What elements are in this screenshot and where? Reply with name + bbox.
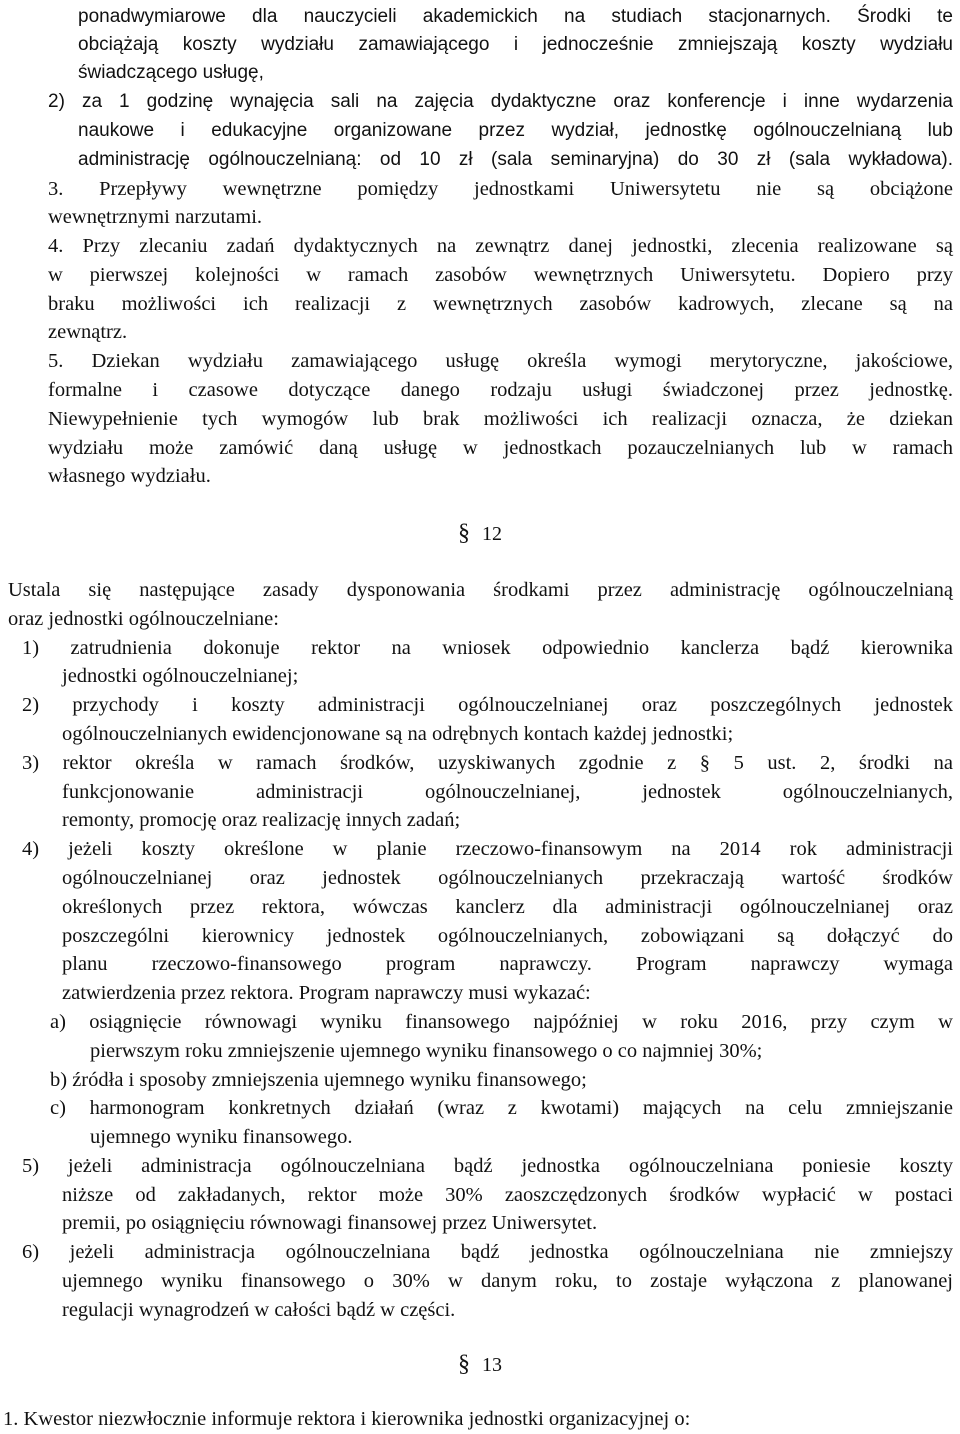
text-line: regulacji wynagrodzeń w całości bądź w części.: [62, 1299, 456, 1321]
list-item: 6) jeżeli administracja ogólnouczelniana bądź jednostka ogólnouczelniana nie zmniejszy: [22, 1241, 953, 1263]
text-line: obciążają koszty wydziału zamawiającego i jednocześnie zmniejszają koszty wydziału: [78, 34, 953, 55]
list-item: b) źródła i sposoby zmniejszenia ujemnego wyniku finansowego;: [50, 1069, 587, 1091]
text-line: 5. Dziekan wydziału zamawiającego usługę określa wymogi merytoryczne, jakościowe,: [48, 350, 953, 372]
text-line: 3. Przepływy wewnętrzne pomiędzy jednostkami Uniwersytetu nie są obciążone: [48, 178, 953, 200]
text-line: 4. Przy zlecaniu zadań dydaktycznych na zewnątrz danej jednostki, zlecenia realizowane są: [48, 235, 953, 257]
text-line: zewnątrz.: [48, 321, 128, 343]
list-item: 5) jeżeli administracja ogólnouczelniana bądź jednostka ogólnouczelniana poniesie koszty: [22, 1155, 953, 1177]
text-line: świadczącego usługę,: [78, 62, 264, 83]
text-line: naukowe i edukacyjne organizowane przez wydział, jednostkę ogólnouczelnianą lub: [78, 120, 953, 141]
text-line: premii, po osiągnięciu równowagi finansowej przez Uniwersytet.: [62, 1212, 598, 1234]
text-line: 2) za 1 godzinę wynajęcia sali na zajęcia dydaktyczne oraz konferencje i inne wydarzenia: [48, 91, 953, 112]
text-line: jednostki ogólnouczelnianej;: [62, 665, 299, 687]
section-symbol: §: [458, 520, 470, 546]
text-line: planu rzeczowo-finansowego program naprawczy. Program naprawczy wymaga: [62, 953, 953, 975]
list-item: 2) przychody i koszty administracji ogólnouczelnianej oraz poszczególnych jednostek: [22, 694, 953, 716]
section-number: 12: [482, 523, 502, 545]
text-line: niższe od zakładanych, rektor może 30% zaoszczędzonych środków wypłacić w postaci: [62, 1184, 953, 1206]
text-line: własnego wydziału.: [48, 465, 211, 487]
list-item: 3) rektor określa w ramach środków, uzyskiwanych zgodnie z § 5 ust. 2, środki na: [22, 752, 953, 774]
text-line: ujemnego wyniku finansowego o 30% w danym roku, to zostaje wyłączona z planowanej: [62, 1270, 953, 1292]
text-line: remonty, promocję oraz realizację innych zadań;: [62, 809, 461, 831]
list-item: 1) zatrudnienia dokonuje rektor na wniosek odpowiednio kanclerza bądź kierownika: [22, 637, 953, 659]
section-heading-12: [0, 519, 960, 549]
text-line: ujemnego wyniku finansowego.: [90, 1126, 353, 1148]
text-line: w pierwszej kolejności w ramach zasobów wewnętrznych Uniwersytetu. Dopiero przy: [48, 264, 953, 286]
text-line: zatwierdzenia przez rektora. Program naprawczy musi wykazać:: [62, 982, 591, 1004]
section-number: 13: [482, 1354, 502, 1376]
section-heading-13: [0, 1350, 960, 1380]
text-line: formalne i czasowe dotyczące danego rodzaju usługi świadczonej przez jednostkę.: [48, 379, 953, 401]
text-line: Niewypełnienie tych wymogów lub brak możliwości ich realizacji oznacza, że dziekan: [48, 408, 953, 430]
text-line: określonych przez rektora, wówczas kanclerz dla administracji ogólnouczelnianej oraz: [62, 896, 953, 918]
list-item: 1. Kwestor niezwłocznie informuje rektora i kierownika jednostki organizacyjnej o:: [3, 1408, 691, 1430]
text-line: funkcjonowanie administracji ogólnouczelnianej, jednostek ogólnouczelnianych,: [62, 781, 953, 803]
text-line: ogólnouczelnianej oraz jednostek ogólnouczelnianych przekraczają wartość środków: [62, 867, 953, 889]
list-item: c) harmonogram konkretnych działań (wraz z kwotami) mających na celu zmniejszanie: [50, 1097, 953, 1119]
text-line: oraz jednostki ogólnouczelniane:: [8, 608, 279, 630]
list-item: a) osiągnięcie równowagi wyniku finansowego najpóźniej w roku 2016, przy czym w: [50, 1011, 953, 1033]
list-item: 4) jeżeli koszty określone w planie rzeczowo-finansowym na 2014 rok administracji: [22, 838, 953, 860]
text-line: ogólnouczelnianych ewidencjonowane są na odrębnych kontach każdej jednostki;: [62, 723, 734, 745]
text-line: braku możliwości ich realizacji z wewnętrznych zasobów kadrowych, zlecane są na: [48, 293, 953, 315]
text-line: ponadwymiarowe dla nauczycieli akademickich na studiach stacjonarnych. Środki te: [78, 6, 953, 27]
text-line: administrację ogólnouczelnianą: od 10 zł (sala seminaryjna) do 30 zł (sala wykładowa).: [78, 149, 953, 170]
text-line: wewnętrznymi narzutami.: [48, 206, 263, 228]
section-symbol: §: [458, 1351, 470, 1377]
text-line: poszczególni kierownicy jednostek ogólnouczelnianych, zobowiązani są dołączyć do: [62, 925, 953, 947]
text-line: wydziału może zamówić daną usługę w jednostkach pozauczelnianych lub w ramach: [48, 437, 953, 459]
text-line: pierwszym roku zmniejszenie ujemnego wyniku finansowego o co najmniej 30%;: [90, 1040, 763, 1062]
text-line: Ustala się następujące zasady dysponowania środkami przez administrację ogólnouczelnianą: [8, 579, 953, 601]
